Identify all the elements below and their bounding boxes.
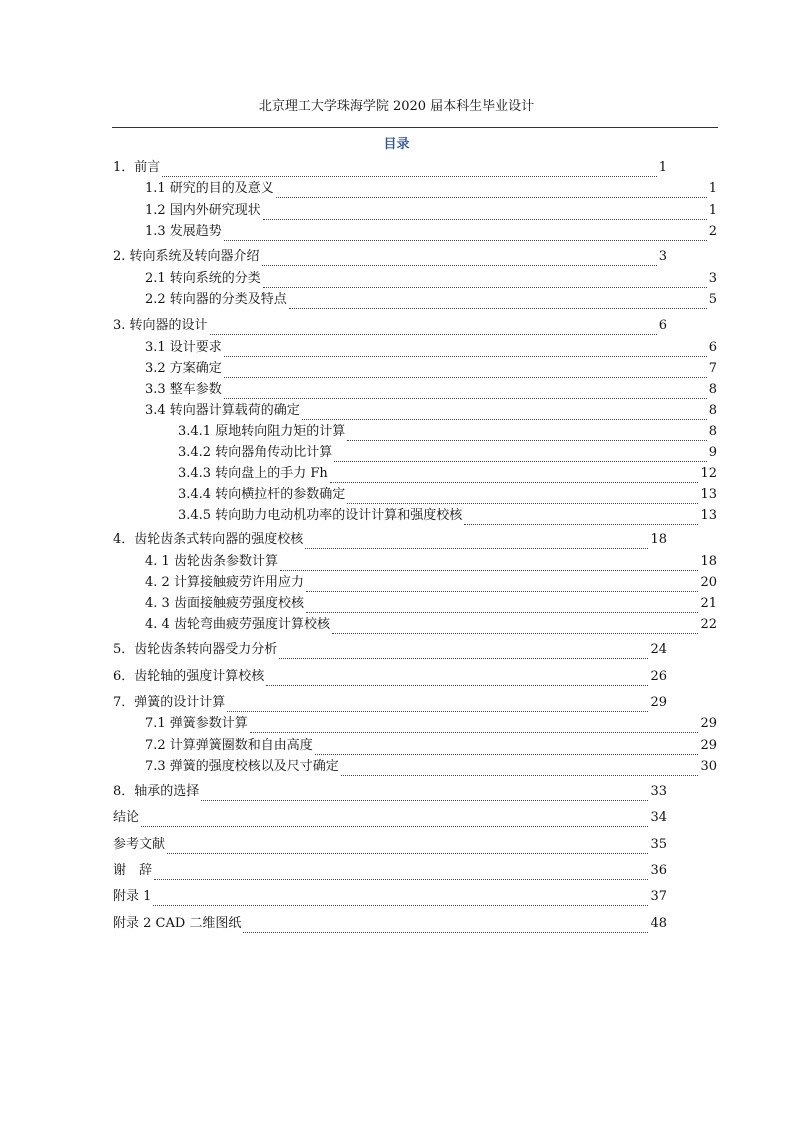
toc-entry[interactable]	[145, 574, 717, 592]
toc-leader	[224, 385, 707, 399]
toc-entry[interactable]	[113, 809, 667, 827]
toc-entry-page: 34	[650, 810, 667, 825]
toc-entry-page: 1	[658, 160, 667, 175]
toc-leader	[210, 321, 657, 335]
toc-leader	[243, 919, 648, 933]
toc-entry-label: 4. 1 齿轮齿条参数计算	[145, 554, 278, 569]
toc-entry[interactable]	[145, 360, 717, 378]
toc-entry[interactable]	[145, 180, 717, 198]
toc-entry-label: 3.4 转向器计算载荷的确定	[145, 403, 300, 418]
toc-entry-label: 参考文献	[113, 837, 166, 852]
toc-leader	[347, 427, 707, 441]
toc-leader	[224, 364, 707, 378]
toc-leader	[262, 252, 657, 266]
toc-entry[interactable]	[113, 248, 667, 266]
toc-entry[interactable]	[178, 444, 717, 462]
toc-entry-page: 1	[708, 203, 717, 218]
toc-entry-page: 20	[700, 575, 717, 590]
toc-entry-label: 3.4.4 转向横拉杆的参数确定	[178, 487, 346, 502]
toc-entry[interactable]	[113, 694, 667, 712]
toc-entry-page: 12	[700, 466, 717, 481]
toc-entry[interactable]	[178, 423, 717, 441]
toc-leader	[227, 698, 648, 712]
toc-entry-page: 29	[700, 716, 717, 731]
toc-entry-label: 1.3 发展趋势	[145, 224, 222, 239]
toc-entry-page: 18	[650, 532, 667, 547]
toc-entry[interactable]	[145, 715, 717, 733]
toc-entry-page: 24	[650, 642, 667, 657]
toc-entry-label: 3.1 设计要求	[145, 340, 222, 355]
toc-entry-page: 8	[708, 424, 717, 439]
toc-leader	[306, 578, 699, 592]
toc-entry-label: 3. 转向器的设计	[113, 318, 208, 333]
toc-entry[interactable]	[145, 291, 717, 309]
toc-leader	[167, 840, 648, 854]
toc-entry-label: 3.4.5 转向助力电动机功率的设计计算和强度校核	[178, 508, 463, 523]
toc-leader	[263, 206, 707, 220]
toc-entry-label: 2.1 转向系统的分类	[145, 271, 261, 286]
toc-leader	[341, 762, 699, 776]
toc-entry-page: 21	[700, 596, 717, 611]
toc-leader	[162, 163, 656, 177]
toc-entry-label: 6．齿轮轴的强度计算校核	[113, 669, 265, 684]
toc-entry[interactable]	[113, 888, 667, 906]
toc-leader	[306, 599, 699, 613]
toc-entry-label: 3.4.2 转向器角传动比计算	[178, 445, 333, 460]
toc-entry-page: 30	[700, 759, 717, 774]
toc-entry-page: 8	[708, 403, 717, 418]
toc-entry-page: 48	[650, 916, 667, 931]
toc-entry-page: 35	[650, 837, 667, 852]
toc-entry-label: 4. 3 齿面接触疲劳强度校核	[145, 596, 304, 611]
toc-entry[interactable]	[113, 836, 667, 854]
toc-entry-label: 8．轴承的选择	[113, 784, 200, 799]
toc-entry-label: 3.2 方案确定	[145, 361, 222, 376]
toc-entry-page: 29	[650, 695, 667, 710]
toc-leader	[224, 343, 707, 357]
toc-entry-page: 26	[650, 669, 667, 684]
toc-entry-label: 7.2 计算弹簧圈数和自由高度	[145, 738, 313, 753]
toc-entry[interactable]	[113, 783, 667, 801]
page-header: 北京理工大学珠海学院 2020 届本科生毕业设计	[258, 99, 535, 114]
toc-entry[interactable]	[145, 402, 717, 420]
toc-entry-label: 4．齿轮齿条式转向器的强度校核	[113, 532, 304, 547]
toc-entry-page: 6	[658, 318, 667, 333]
toc-entry-page: 8	[708, 382, 717, 397]
toc-entry-page: 18	[700, 554, 717, 569]
toc-leader	[347, 490, 698, 504]
toc-entry-label: 3.4.1 原地转向阻力矩的计算	[178, 424, 346, 439]
toc-leader	[332, 620, 699, 634]
toc-entry-page: 37	[650, 889, 667, 904]
toc-entry[interactable]	[145, 737, 717, 755]
toc-entry[interactable]	[145, 202, 717, 220]
toc-entry[interactable]	[113, 317, 667, 335]
toc-entry-page: 3	[658, 249, 667, 264]
toc-entry-label: 5．齿轮齿条转向器受力分析	[113, 642, 278, 657]
toc-entry-page: 36	[650, 863, 667, 878]
toc-leader	[302, 406, 707, 420]
toc-entry[interactable]	[113, 862, 667, 880]
toc-entry-page: 9	[708, 445, 717, 460]
toc-entry-label: 1.1 研究的目的及意义	[145, 181, 274, 196]
toc-entry-page: 6	[708, 340, 717, 355]
toc-leader	[464, 511, 698, 525]
toc-leader	[201, 787, 648, 801]
toc-entry-label: 谢 辞	[113, 863, 153, 878]
toc-leader	[154, 866, 648, 880]
toc-entry-label: 7.1 弹簧参数计算	[145, 716, 248, 731]
toc-entry-label: 3.4.3 转向盘上的手力 Fh	[178, 466, 328, 481]
toc-entry[interactable]	[178, 486, 717, 504]
toc-leader	[280, 557, 699, 571]
toc-entry-page: 5	[708, 292, 717, 307]
toc-entry[interactable]	[145, 616, 717, 634]
toc-entry-page: 7	[708, 361, 717, 376]
toc-entry-label: 4. 2 计算接触疲劳许用应力	[145, 575, 304, 590]
toc-entry[interactable]	[145, 758, 717, 776]
toc-entry-page: 3	[708, 271, 717, 286]
toc-entry-label: 7.3 弹簧的强度校核以及尺寸确定	[145, 759, 339, 774]
toc-entry-page: 1	[708, 181, 717, 196]
toc-entry[interactable]	[145, 381, 717, 399]
toc-entry-page: 13	[700, 487, 717, 502]
toc-entry-label: 1.2 国内外研究现状	[145, 203, 261, 218]
toc-entry[interactable]	[113, 159, 667, 177]
toc-entry[interactable]	[145, 339, 717, 357]
toc-leader	[279, 645, 648, 659]
toc-entry[interactable]	[178, 507, 717, 525]
toc-entry[interactable]	[113, 531, 667, 549]
toc-leader	[266, 672, 648, 686]
toc-entry-page: 33	[650, 784, 667, 799]
toc-entry[interactable]	[113, 641, 667, 659]
toc-entry-label: 附录 1	[113, 889, 152, 904]
toc-leader	[224, 227, 707, 241]
toc-entry[interactable]	[113, 668, 667, 686]
toc-entry-label: 4. 4 齿轮弯曲疲劳强度计算校核	[145, 617, 330, 632]
toc-entry-label: 结论	[113, 810, 140, 825]
toc-leader	[330, 469, 699, 483]
toc-entry-page: 22	[700, 617, 717, 632]
toc-leader	[141, 813, 648, 827]
toc-entry-page: 13	[700, 508, 717, 523]
toc-entry-label: 3.3 整车参数	[145, 382, 222, 397]
toc-entry-label: 2. 转向系统及转向器介绍	[113, 249, 260, 264]
toc-entry-label: 2.2 转向器的分类及特点	[145, 292, 287, 307]
toc-entry[interactable]	[145, 223, 717, 241]
toc-entry[interactable]	[145, 595, 717, 613]
toc-leader	[250, 719, 699, 733]
toc-entry[interactable]	[145, 553, 717, 571]
toc-leader	[305, 535, 648, 549]
toc-leader	[263, 274, 707, 288]
toc-entry-page: 2	[708, 224, 717, 239]
toc-leader	[276, 184, 707, 198]
toc-entry-label: 1．前言	[113, 160, 161, 175]
toc-entry-label: 附录 2 CAD 二维图纸	[113, 916, 242, 931]
toc-leader	[315, 741, 699, 755]
toc-entry-page: 29	[700, 738, 717, 753]
toc-entry[interactable]	[113, 915, 667, 933]
toc-entry-label: 7．弹簧的设计计算	[113, 695, 226, 710]
toc-leader	[334, 448, 707, 462]
toc-entry[interactable]	[178, 465, 717, 483]
toc-entry[interactable]	[145, 270, 717, 288]
toc-leader	[289, 295, 707, 309]
toc-leader	[153, 892, 648, 906]
header-rule	[112, 127, 718, 128]
toc-title: 目录	[383, 137, 410, 152]
